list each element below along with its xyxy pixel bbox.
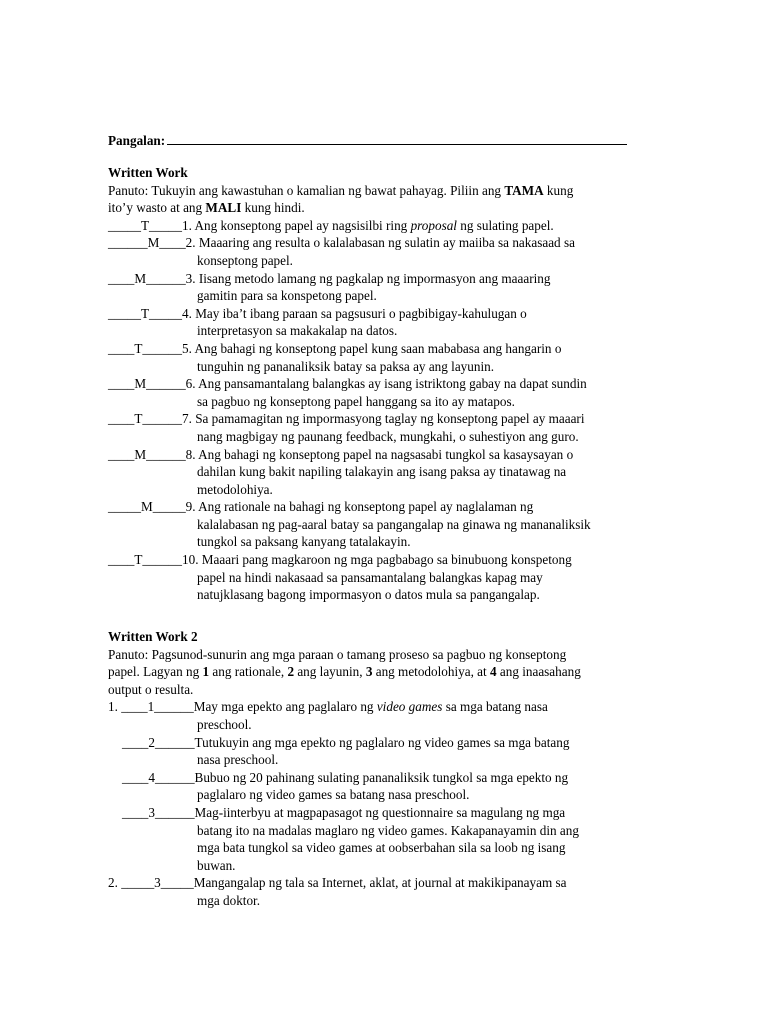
- item-continuation: natujklasang bagong impormasyon o datos mula sa pangangalap.: [197, 587, 540, 603]
- item-text: Iisang metodo lamang ng pagkalap ng impormasyon ang maaaring: [195, 270, 551, 286]
- ww1-instr-text: ito’y wasto at ang: [108, 200, 206, 216]
- item-continuation: interpretasyon sa makakalap na datos.: [197, 323, 398, 339]
- ww2-number-2: 2: [287, 664, 295, 680]
- ww1-item: [108, 498, 668, 551]
- item-text: Maaari pang magkaroon ng mga pagbabago sa binubuong konspetong: [198, 552, 572, 568]
- ww2-question-1: [108, 698, 668, 874]
- ww2-number-1: 1: [202, 664, 210, 680]
- item-number: 8.: [185, 446, 196, 462]
- item-text: sa mga batang nasa: [442, 699, 548, 715]
- item-text: May iba’t ibang paraan sa pagsusuri o pagbibigay-kahulugan o: [191, 305, 527, 321]
- ww1-item: [108, 410, 668, 445]
- name-blank-line: [167, 130, 627, 145]
- ww2-sub-item: [108, 804, 668, 822]
- ww2-instr-text: ang inaasahang: [496, 664, 581, 680]
- item-number: 10.: [182, 552, 199, 568]
- answer-blank: ____T______: [108, 340, 182, 356]
- ww2-instr-text: Panuto: Pagsunod-sunurin ang mga paraan o tamang proseso sa pagbuo ng konseptong: [108, 646, 567, 662]
- answer-blank: ____2______: [122, 734, 195, 750]
- answer-blank: _____T_____: [108, 305, 182, 321]
- answer-blank: 1. ____1______: [108, 699, 194, 715]
- ww2-instr-text: ang layunin,: [294, 664, 366, 680]
- item-continuation: nasa preschool.: [197, 752, 279, 768]
- answer-blank: ____M______: [108, 270, 186, 286]
- answer-blank: ____3______: [122, 804, 195, 820]
- item-text: Maaaring ang resulta o kalalabasan ng sulatin ay maiiba sa nakasaad sa: [195, 235, 575, 251]
- item-number: 2.: [185, 235, 196, 251]
- ww2-instr-text: output o resulta.: [108, 681, 194, 697]
- item-continuation: metodolohiya.: [197, 481, 273, 497]
- item-continuation: batang ito na madalas maglaro ng video games. Kakapanayamin din ang: [197, 822, 579, 838]
- item-italic: video games: [376, 699, 443, 715]
- item-number: 6.: [185, 376, 196, 392]
- answer-blank: _____T_____: [108, 217, 182, 233]
- item-continuation: kalalabasan ng pag-aaral batay sa pangangalap na ginawa ng mananaliksik: [197, 516, 591, 532]
- written-work-2: [108, 628, 668, 910]
- ww1-item: [108, 217, 668, 235]
- ww1-item: [108, 375, 668, 410]
- ww2-instructions: [108, 646, 668, 699]
- item-text: Ang konseptong papel ay nagsisilbi ring: [191, 217, 411, 233]
- ww2-title: Written Work 2: [108, 629, 198, 644]
- ww1-mali: MALI: [205, 200, 242, 216]
- name-label: Pangalan:: [108, 133, 166, 148]
- item-text: May mga epekto ang paglalaro ng: [193, 699, 377, 715]
- ww1-item-list: [108, 217, 668, 604]
- item-number: 7.: [182, 411, 192, 427]
- answer-blank: 2. _____3_____: [108, 875, 194, 891]
- item-continuation: papel na hindi nakasaad sa pansamantalang balangkas kapag may: [197, 569, 543, 585]
- item-text: Sa pamamagitan ng impormasyong taglay ng konseptong papel ay maaari: [191, 411, 585, 427]
- ww1-instructions: [108, 182, 668, 217]
- item-text: Ang rationale na bahagi ng konseptong papel ay naglalaman ng: [195, 499, 534, 515]
- item-continuation: tungkol sa paksang kanyang tatalakayin.: [197, 534, 411, 550]
- answer-blank: ______M____: [108, 235, 186, 251]
- ww2-instr-text: ang rationale,: [209, 664, 288, 680]
- ww1-item: [108, 234, 668, 269]
- ww1-item: [108, 270, 668, 305]
- item-text: Ang bahagi ng konseptong papel na nagsasabi tungkol sa kasaysayan o: [195, 446, 574, 462]
- ww1-tama: TAMA: [504, 182, 544, 198]
- answer-blank: _____M_____: [108, 499, 186, 515]
- item-continuation: preschool.: [197, 716, 252, 732]
- item-text: ng sulating papel.: [456, 217, 554, 233]
- item-continuation: buwan.: [197, 857, 236, 873]
- answer-blank: ____4______: [122, 769, 195, 785]
- item-number: 5.: [182, 340, 192, 356]
- ww2-instr-text: papel. Lagyan ng: [108, 664, 203, 680]
- item-text: Mag-iinterbyu at magpapasagot ng questionnaire sa magulang ng mga: [194, 804, 566, 820]
- ww2-number-4: 4: [489, 664, 497, 680]
- answer-blank: ____M______: [108, 376, 186, 392]
- item-number: 3.: [185, 270, 196, 286]
- item-number: 1.: [182, 217, 192, 233]
- ww1-item: [108, 305, 668, 340]
- ww1-item: [108, 551, 668, 604]
- answer-blank: ____T______: [108, 552, 182, 568]
- answer-blank: ____M______: [108, 446, 186, 462]
- written-work-1: [108, 164, 668, 604]
- item-continuation: mga bata tungkol sa video games at oobserbahan sila sa loob ng isang: [197, 840, 566, 856]
- item-number: 4.: [182, 305, 192, 321]
- item-text: Bubuo ng 20 pahinang sulating pananaliksik tungkol sa mga epekto ng: [194, 769, 569, 785]
- item-continuation: mga doktor.: [197, 892, 261, 908]
- item-number: 9.: [185, 499, 196, 515]
- item-continuation: konseptong papel.: [197, 252, 293, 268]
- item-continuation: gamitin para sa konspetong papel.: [197, 288, 377, 304]
- ww1-item: [108, 340, 668, 375]
- item-text: Ang bahagi ng konseptong papel kung saan mababasa ang hangarin o: [191, 340, 562, 356]
- item-continuation: paglalaro ng video games sa batang nasa preschool.: [197, 787, 470, 803]
- ww1-item: [108, 446, 668, 499]
- ww2-number-3: 3: [365, 664, 373, 680]
- item-text: Tutukuyin ang mga epekto ng paglalaro ng video games sa mga batang: [194, 734, 570, 750]
- item-continuation: dahilan kung bakit napiling talakayin ang isang paksa ay tinatawag na: [197, 464, 567, 480]
- answer-blank: ____T______: [108, 411, 182, 427]
- ww1-instr-text: Panuto: Tukuyin ang kawastuhan o kamalian ng bawat pahayag. Piliin ang: [108, 182, 505, 198]
- ww2-sub-item: [108, 769, 668, 787]
- item-text: Ang pansamantalang balangkas ay isang istriktong gabay na dapat sundin: [195, 376, 587, 392]
- item-continuation: sa pagbuo ng konseptong papel hanggang sa ito ay matapos.: [197, 393, 515, 409]
- ww2-instr-text: ang metodolohiya, at: [372, 664, 490, 680]
- item-text: Mangangalap ng tala sa Internet, aklat, at journal at makikipanayam sa: [193, 875, 567, 891]
- ww2-question-2: [108, 874, 668, 909]
- ww1-instr-text: kung hindi.: [241, 200, 305, 216]
- ww2-sub-item: [108, 734, 668, 752]
- ww1-instr-text: kung: [543, 182, 574, 198]
- item-continuation: tunguhin ng pananaliksik batay sa paksa ay ang layunin.: [197, 358, 495, 374]
- ww1-title: Written Work: [108, 165, 188, 180]
- name-field: [108, 130, 627, 150]
- item-continuation: nang magbigay ng paunang feedback, mungkahi, o suhestiyon ang guro.: [197, 428, 579, 444]
- item-italic: proposal: [410, 217, 457, 233]
